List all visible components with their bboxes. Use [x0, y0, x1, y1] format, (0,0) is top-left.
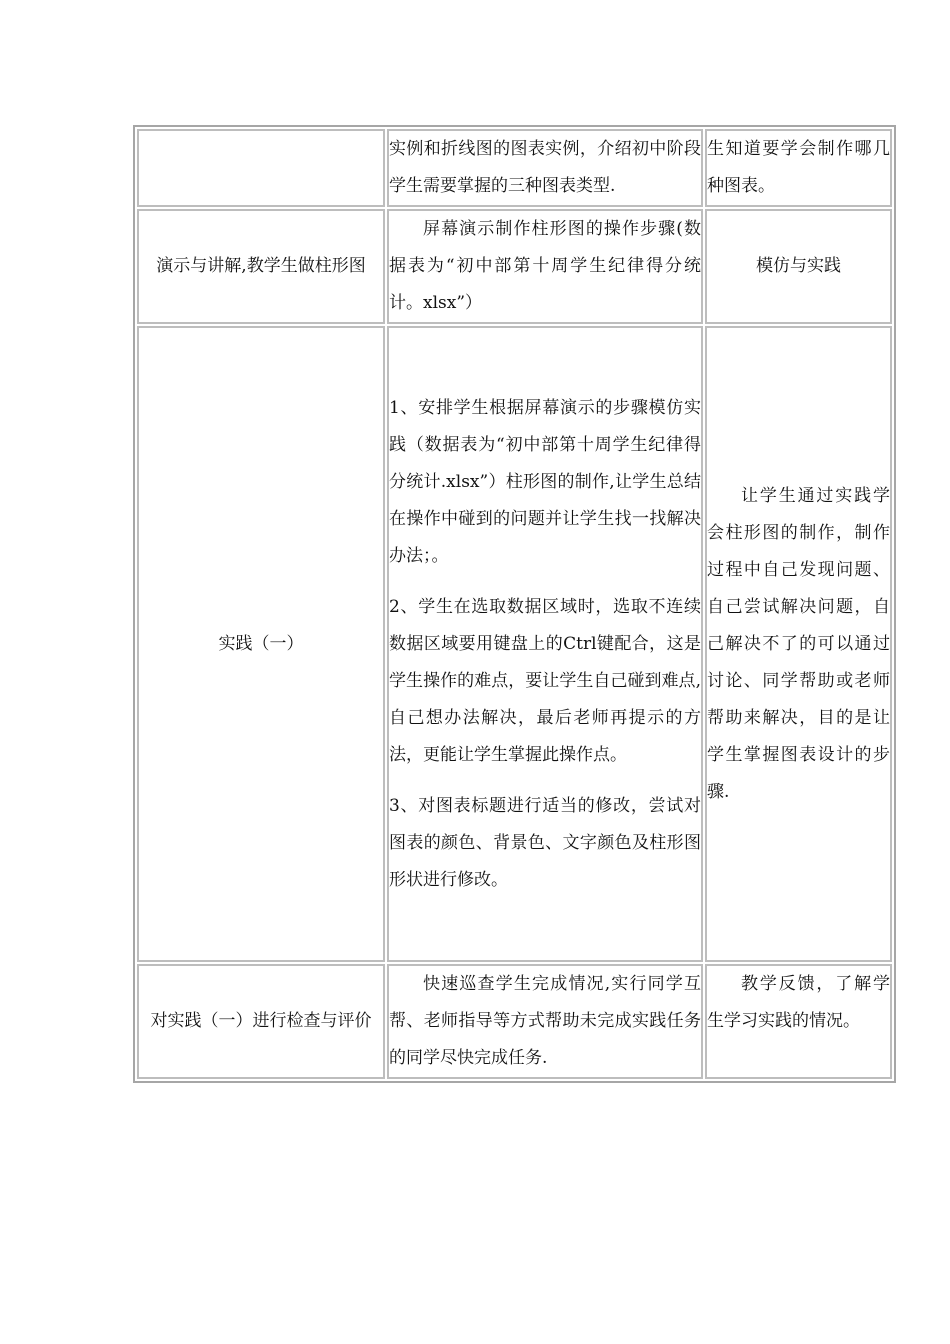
lesson-plan-table [133, 125, 896, 1083]
practice-step: 2、学生在选取数据区域时，选取不连续数据区域要用键盘上的Ctrl键配合，这是学生操作的难点，要让学生自己碰到难点,自己想办法解决，最后老师再提示的方法，更能让学生掌握此操作点。 [389, 596, 701, 765]
stage-cell [137, 129, 385, 207]
content-cell: 屏幕演示制作柱形图的操作步骤(数据表为“初中部第十周学生纪律得分统计。xlsx”） [387, 209, 703, 324]
intent-cell: 让学生通过实践学会柱形图的制作，制作过程中自己发现问题、自己尝试解决问题，自己解决不了的可以通过讨论、同学帮助或老师帮助来解决，目的是让学生掌握图表设计的步骤. [705, 326, 892, 962]
practice-step: 1、安排学生根据屏幕演示的步骤模仿实践（数据表为“初中部第十周学生纪律得分统计.xlsx”）柱形图的制作,让学生总结在操作中碰到的问题并让学生找一找解决办法；。 [389, 397, 701, 566]
table-row [137, 129, 892, 207]
table-row [137, 209, 892, 324]
table-row [137, 326, 892, 962]
stage-cell: 对实践（一）进行检查与评价 [137, 964, 385, 1079]
intent-cell: 生知道要学会制作哪几种图表。 [705, 129, 892, 207]
content-cell: 实例和折线图的图表实例，介绍初中阶段学生需要掌握的三种图表类型. [387, 129, 703, 207]
content-cell [387, 326, 703, 962]
intent-cell: 教学反馈，了解学生学习实践的情况。 [705, 964, 892, 1079]
stage-cell: 实践（一） [137, 326, 385, 962]
content-cell: 快速巡查学生完成情况,实行同学互帮、老师指导等方式帮助未完成实践任务的同学尽快完成任务. [387, 964, 703, 1079]
table-row [137, 964, 892, 1079]
practice-step: 3、对图表标题进行适当的修改，尝试对图表的颜色、背景色、文字颜色及柱形图形状进行修改。 [389, 795, 701, 890]
intent-cell: 模仿与实践 [705, 209, 892, 324]
stage-cell: 演示与讲解,教学生做柱形图 [137, 209, 385, 324]
